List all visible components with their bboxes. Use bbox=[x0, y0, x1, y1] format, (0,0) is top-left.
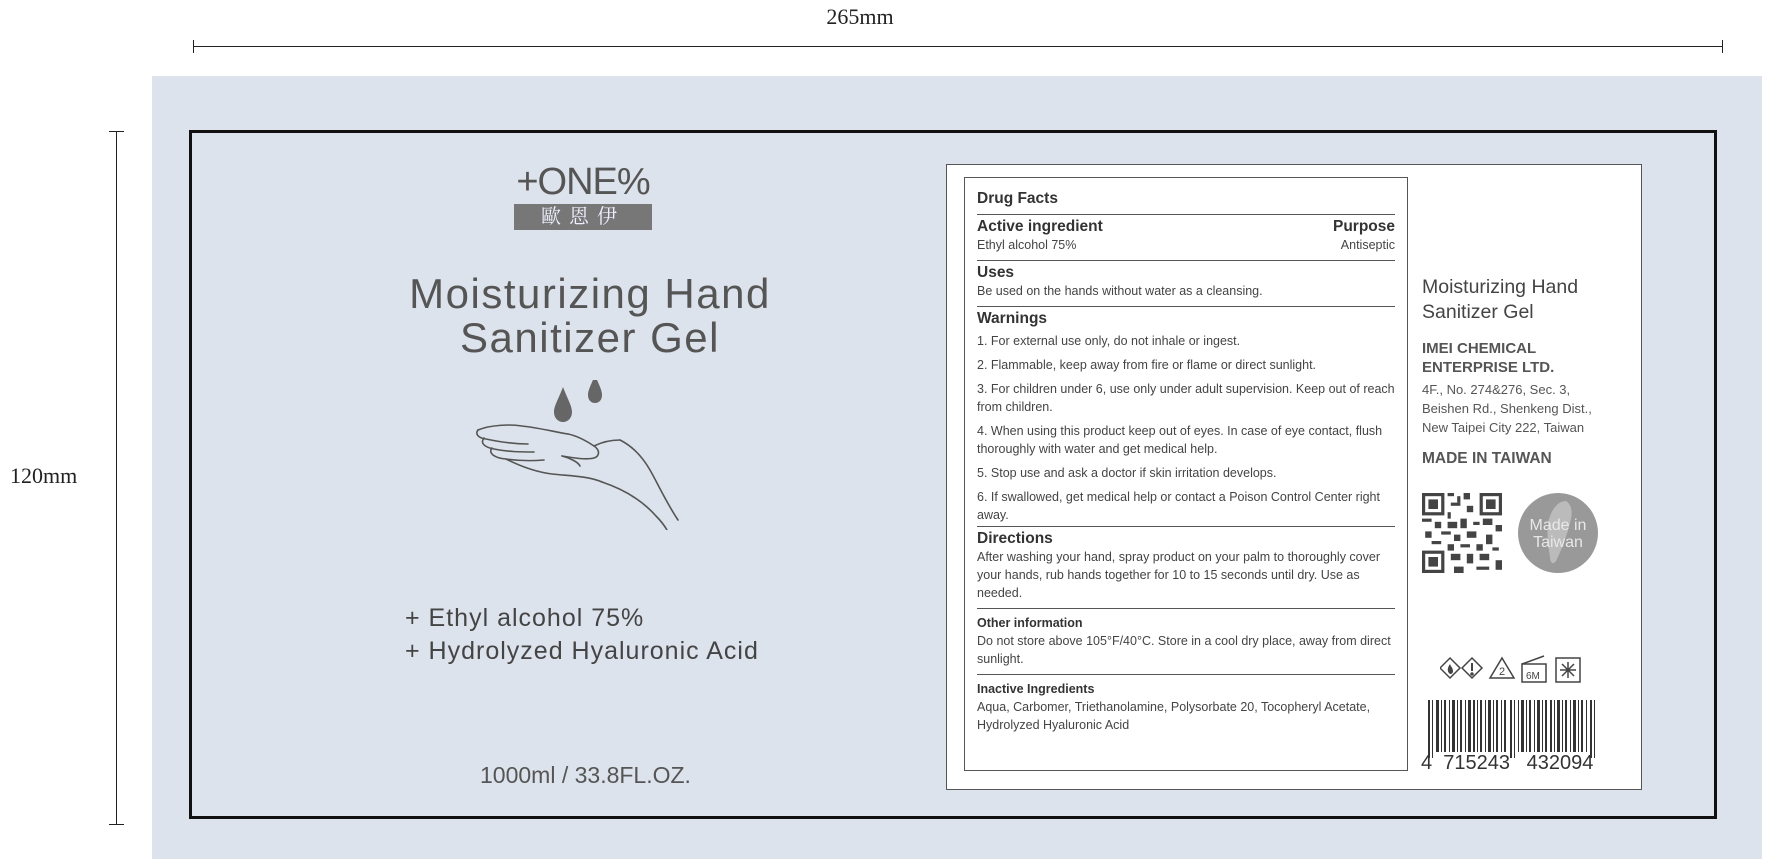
drug-facts-title: Drug Facts bbox=[977, 190, 1058, 207]
uses-text: Be used on the hands without water as a cleansing. bbox=[977, 284, 1263, 298]
width-dimension-line bbox=[193, 46, 1723, 47]
directions-text: After washing your hand, spray product on your palm to thoroughly cover your hands, rub hands together for 10 to 15 seconds until dry. Use as needed. bbox=[977, 550, 1380, 600]
other-information-section bbox=[977, 609, 1395, 675]
period-after-opening-icon bbox=[1522, 656, 1546, 682]
warning-item: 1. For external use only, do not inhale or ingest. bbox=[977, 334, 1241, 348]
address-line2: Beishen Rd., Shenkeng Dist., bbox=[1422, 401, 1592, 416]
key-ingredients bbox=[405, 602, 759, 668]
recycle-icon bbox=[1490, 658, 1514, 678]
width-dimension-tick-right bbox=[1722, 40, 1723, 53]
directions-section bbox=[977, 527, 1395, 609]
active-ingredient-heading: Active ingredient bbox=[977, 218, 1103, 235]
hand-drops-icon bbox=[470, 380, 700, 530]
side-title-line2: Sanitizer Gel bbox=[1422, 301, 1534, 323]
made-in-taiwan-text: MADE IN TAIWAN bbox=[1422, 450, 1552, 467]
warning-item: 5. Stop use and ask a doctor if skin irritation develops. bbox=[977, 466, 1277, 480]
height-dimension-tick-top bbox=[109, 131, 124, 132]
badge-text-line1: Made in bbox=[1529, 517, 1587, 534]
uses-heading: Uses bbox=[977, 264, 1015, 281]
pao-label: 6M bbox=[1526, 671, 1540, 682]
made-in-taiwan-badge bbox=[1518, 493, 1598, 573]
warning-item: 4. When using this product keep out of eyes. In case of eye contact, flush thoroughly with water and get medical help. bbox=[977, 424, 1383, 456]
ingredient-hyaluronic-acid: + Hydrolyzed Hyaluronic Acid bbox=[405, 637, 759, 665]
width-dimension-tick-left bbox=[193, 40, 194, 53]
width-dimension-label: 265mm bbox=[826, 4, 894, 29]
purpose-value: Antiseptic bbox=[1340, 238, 1395, 252]
warnings-heading: Warnings bbox=[977, 310, 1048, 327]
regulatory-symbols bbox=[1440, 652, 1600, 688]
company-address bbox=[1422, 380, 1592, 437]
barcode-number: 4 715243 432094 bbox=[1421, 752, 1594, 774]
warning-icon bbox=[1462, 658, 1482, 678]
brand-logo bbox=[514, 160, 652, 230]
address-line3: New Taipei City 222, Taiwan bbox=[1422, 420, 1585, 435]
active-ingredient-value: Ethyl alcohol 75% bbox=[977, 238, 1077, 252]
drug-facts-box bbox=[964, 177, 1408, 771]
qr-code-icon bbox=[1422, 493, 1502, 573]
brand-name: +ONE% bbox=[516, 161, 650, 203]
inactive-ingredients-text: Aqua, Carbomer, Triethanolamine, Polysorbate 20, Tocopheryl Acetate, Hydrolyzed Hyaluronic Acid bbox=[977, 700, 1371, 732]
brand-chinese-name: 歐恩伊 bbox=[514, 204, 652, 230]
height-dimension-line bbox=[116, 131, 117, 824]
warning-item: 6. If swallowed, get medical help or contact a Poison Control Center right away. bbox=[977, 490, 1380, 522]
company-name bbox=[1422, 339, 1554, 377]
product-volume: 1000ml / 33.8FL.OZ. bbox=[480, 762, 691, 788]
side-title-line1: Moisturizing Hand bbox=[1422, 276, 1579, 298]
product-title bbox=[380, 272, 800, 360]
company-name-line1: IMEI CHEMICAL bbox=[1422, 340, 1537, 357]
directions-heading: Directions bbox=[977, 530, 1053, 547]
side-product-title bbox=[1422, 275, 1578, 325]
ingredient-ethyl-alcohol: + Ethyl alcohol 75% bbox=[405, 604, 645, 632]
flammable-icon bbox=[1440, 658, 1460, 678]
drug-facts-header bbox=[977, 178, 1395, 215]
height-dimension-label: 120mm bbox=[10, 463, 78, 488]
inactive-ingredients-section bbox=[977, 675, 1395, 740]
warning-item: 3. For children under 6, use only under adult supervision. Keep out of reach from children. bbox=[977, 382, 1395, 414]
recycle-number: 2 bbox=[1499, 666, 1506, 678]
company-name-line2: ENTERPRISE LTD. bbox=[1422, 359, 1555, 376]
other-information-heading: Other information bbox=[977, 616, 1083, 630]
warning-item: 2. Flammable, keep away from fire or flame or direct sunlight. bbox=[977, 358, 1317, 372]
warnings-list bbox=[977, 332, 1395, 524]
uses-section bbox=[977, 261, 1395, 307]
inactive-ingredients-heading: Inactive Ingredients bbox=[977, 682, 1095, 696]
fragile-icon bbox=[1556, 658, 1580, 682]
active-ingredient-section bbox=[977, 215, 1395, 261]
purpose-heading: Purpose bbox=[1332, 218, 1395, 235]
badge-text-line2: Taiwan bbox=[1533, 534, 1583, 551]
other-information-text: Do not store above 105°F/40°C. Store in a cool dry place, away from direct sunlight. bbox=[977, 634, 1391, 666]
address-line1: 4F., No. 274&276, Sec. 3, bbox=[1422, 382, 1571, 397]
product-title-line2: Sanitizer Gel bbox=[460, 314, 720, 361]
warnings-section bbox=[977, 307, 1395, 527]
height-dimension-tick-bottom bbox=[109, 824, 124, 825]
product-title-line1: Moisturizing Hand bbox=[409, 270, 771, 317]
barcode bbox=[1428, 700, 1608, 758]
